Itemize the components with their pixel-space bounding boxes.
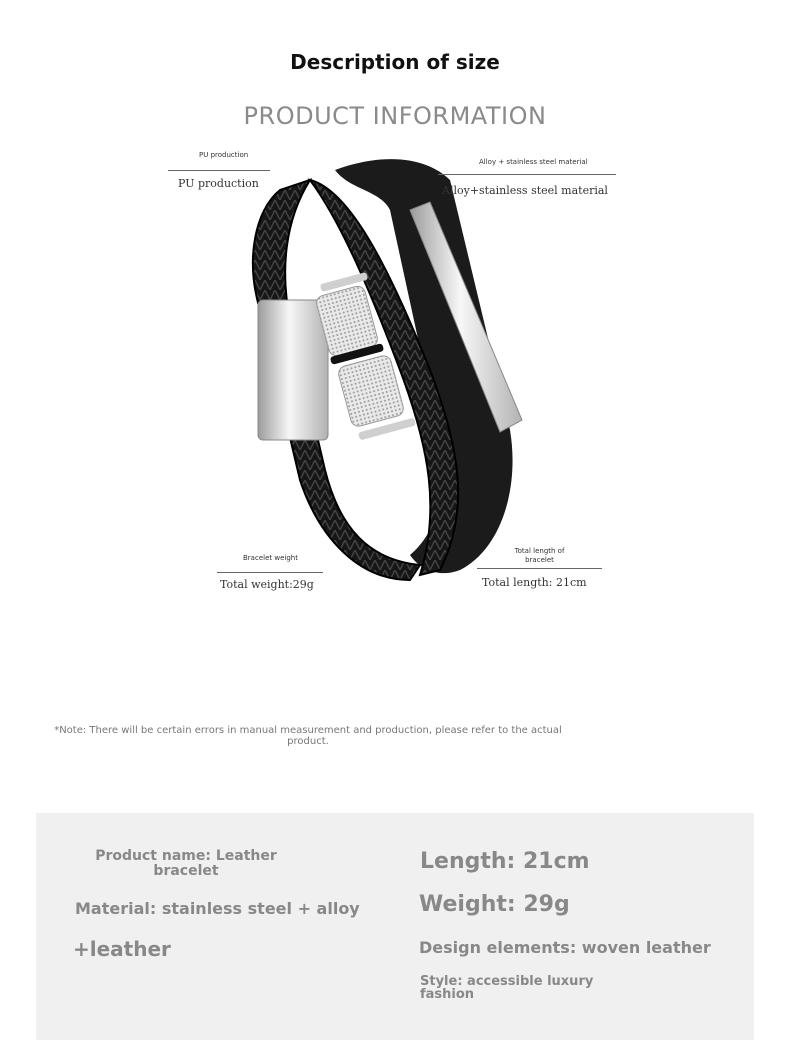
spec-panel (36, 813, 754, 1040)
length-rule (477, 568, 602, 569)
pu-label: PU production (178, 177, 259, 190)
alloy-rule (438, 174, 616, 175)
pu-label-small: PU production (199, 151, 249, 159)
weight-label-small: Bracelet weight (243, 554, 298, 562)
design-spec: Design elements: woven leather (419, 938, 711, 957)
style-line1: Style: accessible luxury (420, 974, 594, 989)
length-label: Total length: 21cm (482, 576, 587, 589)
note-line-1: *Note: There will be certain errors in manual measurement and production, please refer to the actual (54, 725, 562, 736)
bracelet-product-image (240, 150, 540, 600)
weight-label: Total weight:29g (220, 578, 314, 591)
product-name-spec (86, 849, 286, 879)
alloy-label-small: Alloy + stainless steel material (479, 158, 588, 166)
weight-rule (217, 572, 323, 573)
weight-spec: Weight: 29g (419, 892, 570, 917)
product-name-line2: bracelet (153, 863, 219, 879)
alloy-label: Alloy+stainless steel material (442, 184, 608, 197)
style-spec (420, 975, 593, 1001)
page-title: Description of size (290, 50, 500, 74)
material-spec-cont: +leather (73, 937, 171, 961)
length-label-small-line2: bracelet (525, 556, 554, 564)
pu-rule (168, 170, 270, 171)
length-label-small (512, 547, 567, 565)
measurement-note (38, 725, 578, 747)
style-line2: fashion (420, 987, 475, 1002)
length-label-small-line1: Total length of (514, 547, 565, 555)
section-heading: PRODUCT INFORMATION (243, 102, 547, 130)
length-spec: Length: 21cm (420, 849, 590, 874)
note-line-2: product. (287, 736, 329, 747)
product-name-line1: Product name: Leather (95, 848, 277, 864)
material-spec: Material: stainless steel + alloy (75, 899, 360, 918)
